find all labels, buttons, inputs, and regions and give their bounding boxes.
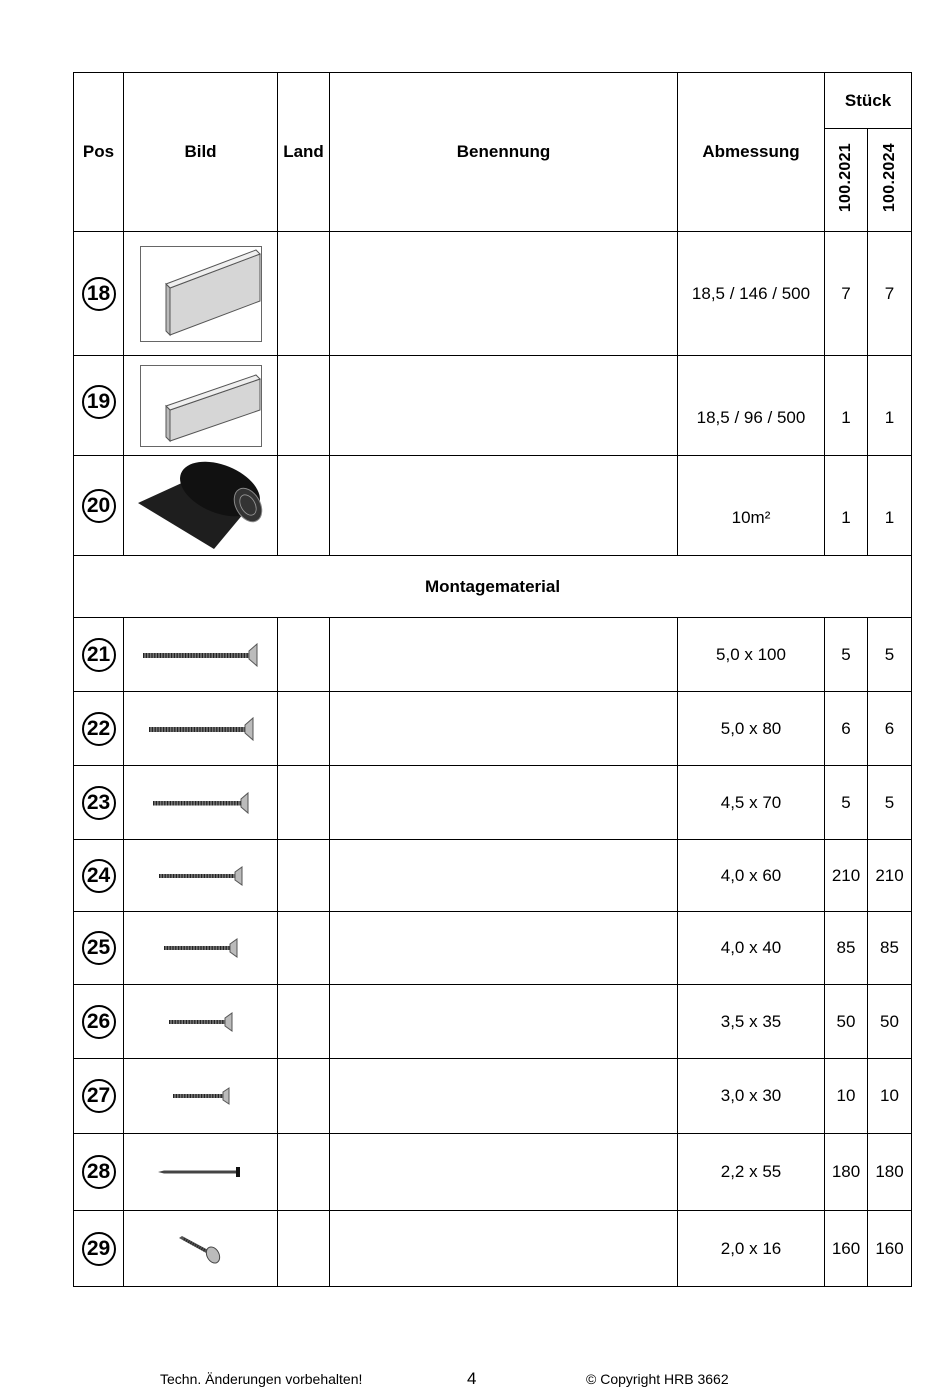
land-cell [278,356,330,456]
image-cell [124,1211,278,1287]
image-cell [124,356,278,456]
nail-icon [156,1164,246,1180]
image-cell [124,912,278,985]
pos-number: 23 [82,786,116,820]
pos-number: 26 [82,1005,116,1039]
land-cell [278,618,330,692]
roofing-nail-icon [176,1233,226,1265]
land-cell [278,985,330,1059]
land-cell [278,766,330,840]
table-row [74,232,912,356]
qty-a-cell: 50 [825,985,868,1059]
header-abmessung: Abmessung [678,73,825,232]
benennung-cell [330,766,678,840]
qty-a-cell: 10 [825,1059,868,1134]
land-cell [278,1134,330,1211]
table-row [74,356,912,456]
pos-cell [74,618,124,692]
pos-number: 25 [82,931,116,965]
pos-number: 24 [82,859,116,893]
qty-b-cell: 5 [868,618,912,692]
pos-cell [74,1211,124,1287]
pos-number: 21 [82,638,116,672]
abmessung-cell: 10m² [678,456,825,556]
pos-number: 28 [82,1155,116,1189]
qty-a-cell: 180 [825,1134,868,1211]
pos-number: 19 [82,385,116,419]
header-stueck: Stück [825,73,912,129]
table-row [74,840,912,912]
qty-a-cell: 5 [825,766,868,840]
qty-b-cell: 6 [868,692,912,766]
pos-cell [74,1059,124,1134]
screw-icon [155,865,247,887]
image-cell [124,766,278,840]
image-cell [124,1134,278,1211]
table-row [74,985,912,1059]
qty-b-cell: 85 [868,912,912,985]
benennung-cell [330,692,678,766]
benennung-cell [330,1134,678,1211]
image-cell [124,1059,278,1134]
table-row [74,456,912,556]
benennung-cell [330,840,678,912]
abmessung-cell: 4,5 x 70 [678,766,825,840]
image-cell [124,618,278,692]
qty-b-cell: 50 [868,985,912,1059]
land-cell [278,456,330,556]
pos-number: 22 [82,712,116,746]
table-row [74,692,912,766]
image-cell [124,692,278,766]
pos-cell [74,456,124,556]
header-pos: Pos [74,73,124,232]
screw-icon [139,642,263,668]
pos-cell [74,1134,124,1211]
benennung-cell [330,985,678,1059]
image-cell [124,456,278,556]
table-row [74,766,912,840]
section-title: Montagematerial [74,556,912,618]
pos-cell [74,232,124,356]
abmessung-cell: 2,0 x 16 [678,1211,825,1287]
wood-board-icon [140,365,262,447]
abmessung-cell: 5,0 x 80 [678,692,825,766]
header-col-a-label: 100.2021 [837,142,854,213]
wood-board-icon [140,246,262,342]
image-cell [124,232,278,356]
abmessung-cell: 4,0 x 60 [678,840,825,912]
table-row [74,1134,912,1211]
header-col-b [868,129,912,232]
pos-number: 27 [82,1079,116,1113]
benennung-cell [330,1059,678,1134]
parts-table [73,72,912,1287]
qty-b-cell: 5 [868,766,912,840]
benennung-cell [330,232,678,356]
pos-cell [74,766,124,840]
abmessung-cell: 3,5 x 35 [678,985,825,1059]
screw-icon [149,791,253,815]
footer-disclaimer: Techn. Änderungen vorbehalten! [160,1371,363,1387]
qty-a-cell: 6 [825,692,868,766]
abmessung-cell: 5,0 x 100 [678,618,825,692]
header-benennung: Benennung [330,73,678,232]
qty-b-cell: 7 [868,232,912,356]
qty-a-cell: 85 [825,912,868,985]
land-cell [278,232,330,356]
qty-a-cell: 1 [825,456,868,556]
qty-b-cell: 160 [868,1211,912,1287]
abmessung-cell: 2,2 x 55 [678,1134,825,1211]
pos-number: 18 [82,277,116,311]
land-cell [278,1211,330,1287]
image-cell [124,840,278,912]
pos-cell [74,840,124,912]
land-cell [278,1059,330,1134]
abmessung-cell: 18,5 / 96 / 500 [678,356,825,456]
table-row [74,618,912,692]
table-row [74,1059,912,1134]
table-row [74,912,912,985]
image-cell [124,985,278,1059]
qty-b-cell: 10 [868,1059,912,1134]
benennung-cell [330,1211,678,1287]
qty-b-cell: 210 [868,840,912,912]
screw-icon [160,937,242,959]
abmessung-cell: 4,0 x 40 [678,912,825,985]
screw-icon [145,716,257,742]
abmessung-cell: 18,5 / 146 / 500 [678,232,825,356]
land-cell [278,692,330,766]
benennung-cell [330,618,678,692]
footer-copyright: © Copyright HRB 3662 [586,1371,729,1387]
page-number: 4 [467,1369,477,1388]
pos-number: 29 [82,1232,116,1266]
benennung-cell [330,356,678,456]
qty-a-cell: 210 [825,840,868,912]
table-row [74,1211,912,1287]
roofing-felt-roll-icon [136,461,266,551]
land-cell [278,840,330,912]
qty-a-cell: 160 [825,1211,868,1287]
qty-b-cell: 1 [868,456,912,556]
qty-b-cell: 1 [868,356,912,456]
benennung-cell [330,912,678,985]
land-cell [278,912,330,985]
header-col-a [825,129,868,232]
pos-cell [74,692,124,766]
header-col-b-label: 100.2024 [880,142,898,213]
screw-icon [165,1012,237,1032]
pos-cell [74,985,124,1059]
pos-cell [74,912,124,985]
benennung-cell [330,456,678,556]
qty-a-cell: 7 [825,232,868,356]
screw-icon [169,1086,233,1106]
qty-b-cell: 180 [868,1134,912,1211]
pos-cell [74,356,124,456]
header-bild: Bild [124,73,278,232]
qty-a-cell: 5 [825,618,868,692]
header-land: Land [278,73,330,232]
abmessung-cell: 3,0 x 30 [678,1059,825,1134]
pos-number: 20 [82,489,116,523]
qty-a-cell: 1 [825,356,868,456]
